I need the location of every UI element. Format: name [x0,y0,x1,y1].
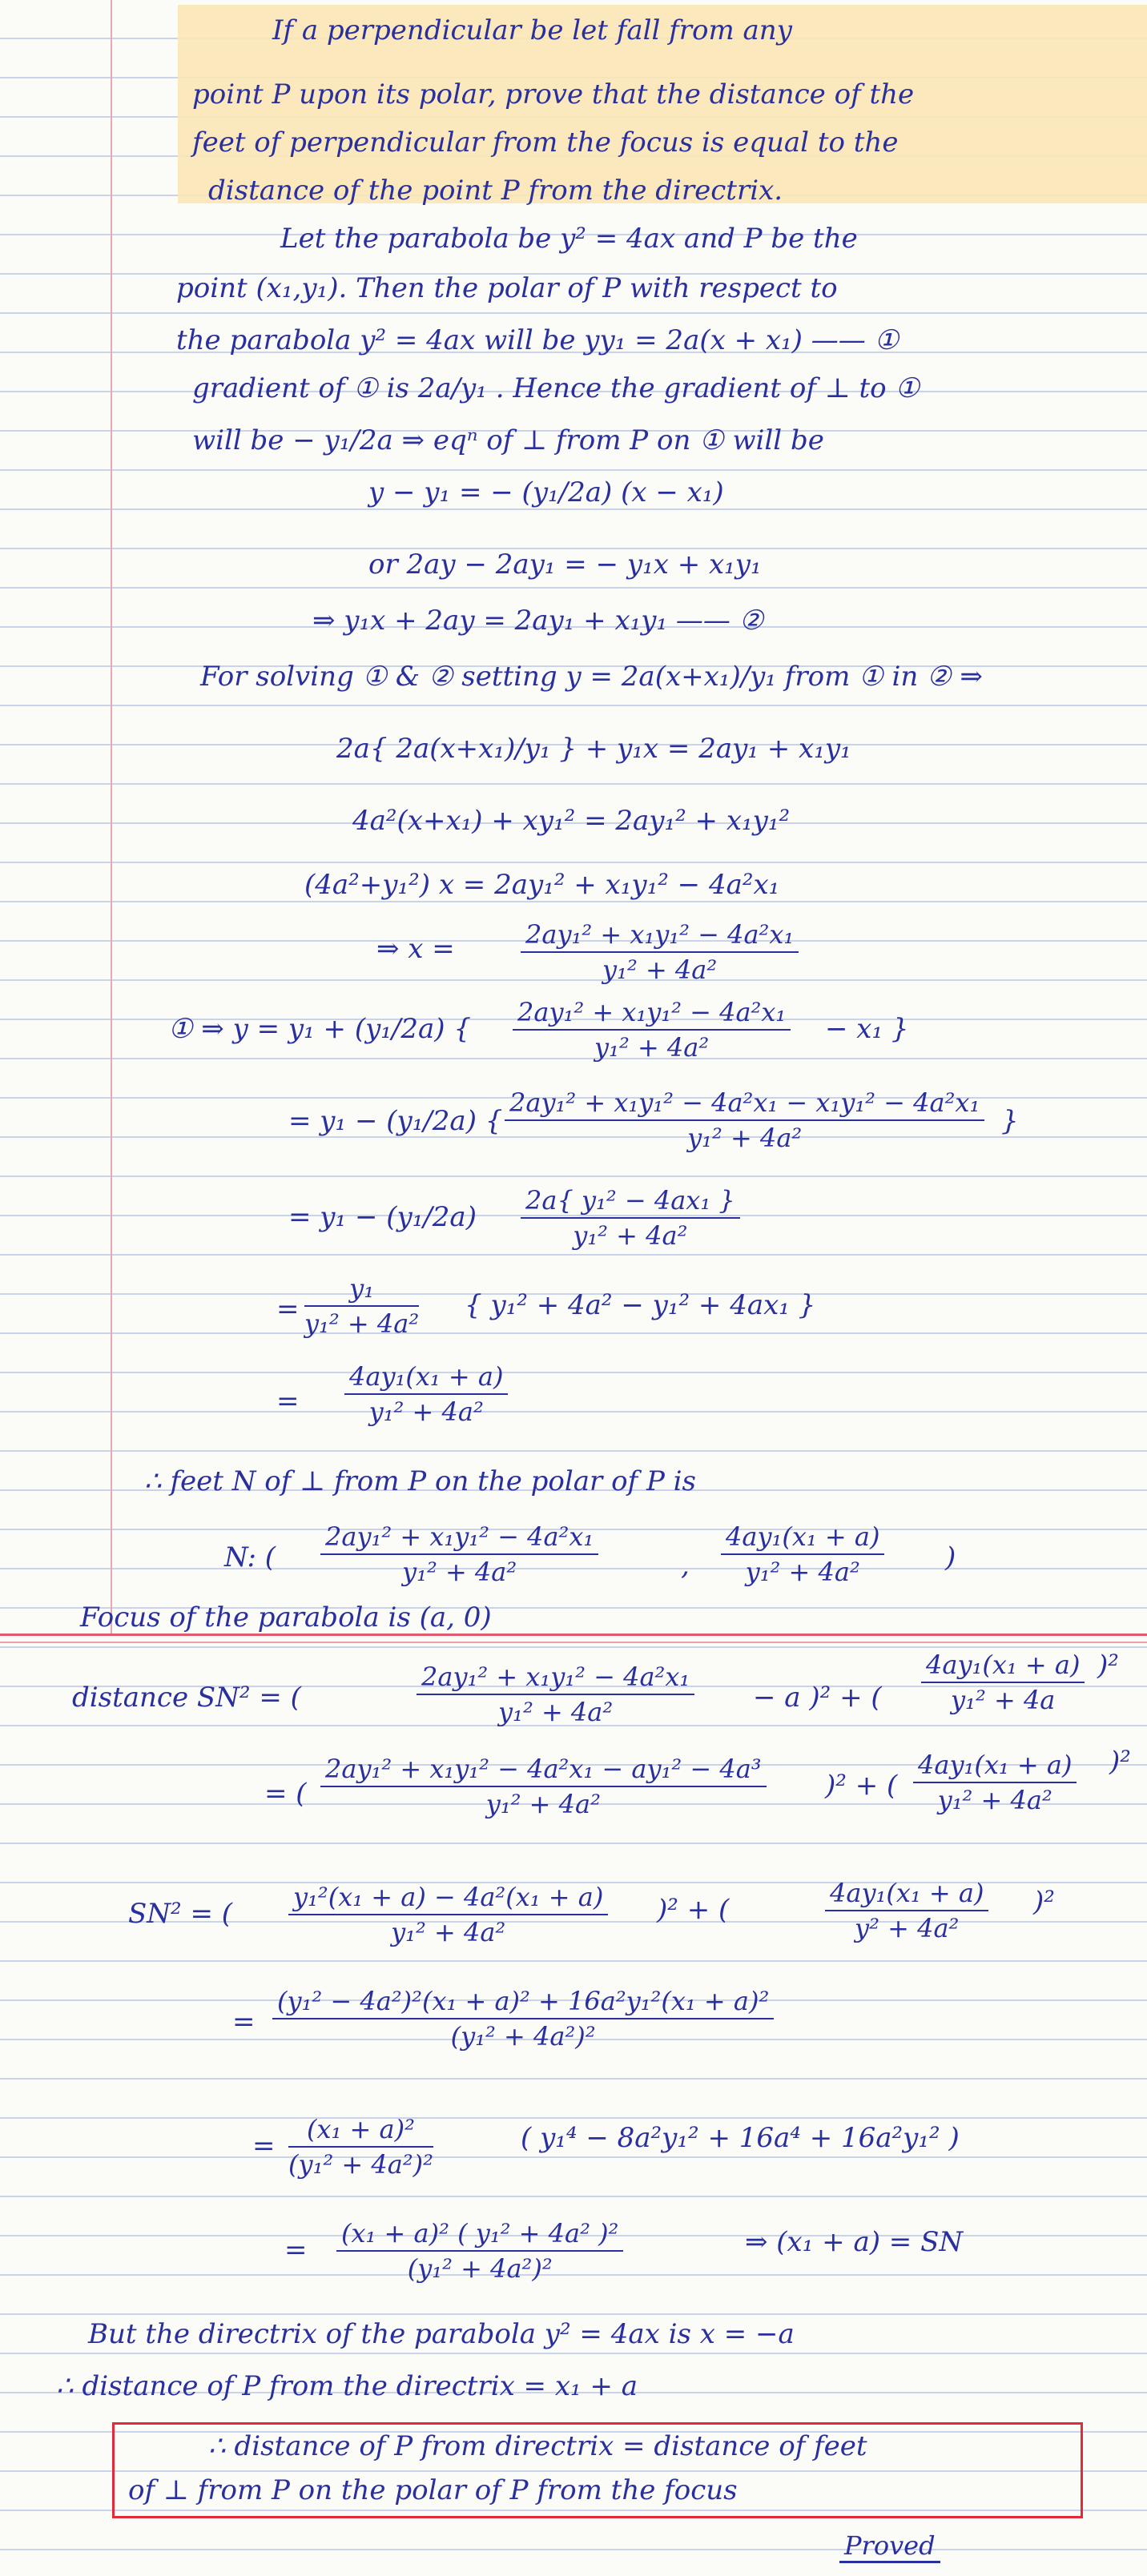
distance-eq-1-fraction-1 [417,1662,694,1727]
sn-eq-4-rhs: ( y₁⁴ − 8a²y₁² + 16a⁴ + 16a²y₁² ) [521,2122,960,2154]
fraction-numerator: 4ay₁(x₁ + a) [913,1750,1077,1783]
page-divider [0,1634,1147,1636]
fraction-denominator: y₁² + 4a² [687,1123,803,1153]
fraction-denominator: y² + 4a² [855,1913,960,1943]
equation-12-lhs: = [276,1385,300,1417]
fraction-numerator: (x₁ + a)² [288,2114,433,2148]
conclusion-line-2: of ⊥ from P on the polar of P from the focus [128,2474,738,2506]
fraction-denominator: y₁² + 4a² [573,1220,688,1251]
fraction-denominator: y₁² + 4a² [304,1308,420,1339]
directrix-line: But the directrix of the parabola y² = 4ax is x = −a [88,2318,795,2350]
sn-squared-mid: )² + ( [657,1894,730,1926]
fraction-denominator: y₁² + 4a² [498,1697,614,1727]
fraction-denominator: y₁² + 4a² [937,1785,1052,1815]
fraction-denominator: y₁² + 4a² [368,1397,484,1427]
equation-8-lhs: ① ⇒ y = y₁ + (y₁/2a) { [168,1013,472,1045]
distance-from-directrix-line: ∴ distance of P from the directrix = x₁ + a [56,2370,638,2402]
solution-line-1: Let the parabola be y² = 4ax and P be the [280,223,858,255]
fraction-numerator: 4ay₁(x₁ + a) [344,1361,508,1395]
point-n-x-fraction [320,1521,598,1587]
equation-11-lhs: = [276,1293,300,1325]
distance-eq-2-end: )² [1109,1746,1131,1778]
equation-11-fraction [304,1273,419,1339]
solution-line-2: point (x₁,y₁). Then the polar of P with respect to [176,272,838,304]
solution-line-3: the parabola y² = 4ax will be yy₁ = 2a(x + x₁) —— ① [176,324,899,356]
sn-squared-fraction-1 [288,1882,608,1947]
fraction-denominator: y₁² + 4a² [485,1789,601,1819]
fraction-numerator: (x₁ + a)² ( y₁² + 4a² )² [336,2218,623,2252]
problem-line-2: point P upon its polar, prove that the distance of the [192,78,915,111]
sn-squared-fraction-2 [825,1878,988,1943]
fraction-numerator: (y₁² − 4a²)²(x₁ + a)² + 16a²y₁²(x₁ + a)² [272,1986,774,2019]
point-n-close: ) [945,1541,956,1573]
equation-5: 4a²(x+x₁) + xy₁² = 2ay₁² + x₁y₁² [352,805,791,837]
distance-eq-1-mid: − a )² + ( [753,1682,882,1714]
point-n-comma: , [681,1549,690,1581]
conclusion-line-1: ∴ distance of P from directrix = distance of feet [208,2430,867,2462]
solution-line-5: will be − y₁/2a ⇒ eqⁿ of ⊥ from P on ① will be [192,424,824,456]
fraction-denominator: y₁² + 4a² [594,1032,710,1063]
sn-eq-5-rhs: ⇒ (x₁ + a) = SN [745,2226,964,2258]
distance-eq-2-fraction-2 [913,1750,1077,1815]
equation-4: 2a{ 2a(x+x₁)/y₁ } + y₁x = 2ay₁ + x₁y₁ [336,733,851,765]
fraction-denominator: (y₁² + 4a²)² [407,2253,553,2284]
problem-line-4: distance of the point P from the directrix. [208,175,783,207]
fraction-numerator: y₁ [304,1273,419,1307]
sn-eq-5-fraction [336,2218,623,2284]
equation-9-fraction [505,1087,984,1153]
point-n-label: N: ( [224,1541,276,1573]
sn-eq-3-lhs: = [232,2006,256,2038]
fraction-numerator: 4ay₁(x₁ + a) [921,1650,1085,1683]
fraction-denominator: y₁² + 4a² [402,1557,517,1587]
fraction-numerator: 2ay₁² + x₁y₁² − 4a²x₁ [521,919,799,953]
fraction-denominator: y₁² + 4a [951,1685,1056,1715]
sn-eq-5-lhs: = [284,2234,308,2266]
fraction-numerator: 2ay₁² + x₁y₁² − 4a²x₁ [513,997,791,1031]
equation-2: or 2ay − 2ay₁ = − y₁x + x₁y₁ [368,549,762,581]
distance-eq-2-fraction-1 [320,1754,767,1819]
equation-3: ⇒ y₁x + 2ay = 2ay₁ + x₁y₁ —— ② [312,605,764,637]
equation-8-fraction [513,997,791,1063]
problem-line-3: feet of perpendicular from the focus is equal to the [192,127,899,159]
fraction-denominator: y₁² + 4a² [602,954,718,985]
page-divider-secondary [0,1642,1147,1643]
distance-eq-2-lhs: = ( [264,1778,307,1810]
sn-eq-4-fraction [288,2114,433,2180]
fraction-numerator: 2ay₁² + x₁y₁² − 4a²x₁ − ay₁² − 4a³ [320,1754,767,1787]
proved-stamp: Proved [839,2530,940,2563]
sn-squared-end: )² [1033,1886,1055,1918]
fraction-numerator: 2ay₁² + x₁y₁² − 4a²x₁ [320,1521,598,1555]
solution-line-6: For solving ① & ② setting y = 2a(x+x₁)/y₁ from ① in ② ⇒ [200,661,983,693]
distance-eq-1-end: )² [1097,1650,1119,1682]
fraction-numerator: 2ay₁² + x₁y₁² − 4a²x₁ [417,1662,694,1695]
equation-12-fraction [344,1361,508,1427]
equation-1: y − y₁ = − (y₁/2a) (x − x₁) [368,476,724,508]
fraction-denominator: y₁² + 4a² [391,1917,506,1947]
equation-7-lhs: ⇒ x = [376,933,455,965]
sn-squared-lhs: SN² = ( [128,1898,233,1930]
fraction-numerator: 4ay₁(x₁ + a) [825,1878,988,1911]
equation-11-rhs: { y₁² + 4a² − y₁² + 4ax₁ } [465,1289,816,1321]
distance-eq-1-lhs: distance SN² = ( [72,1682,301,1714]
fraction-denominator: y₁² + 4a² [745,1557,860,1587]
margin-line [111,0,112,1634]
focus-line: Focus of the parabola is (a, 0) [80,1601,492,1634]
solution-line-7: ∴ feet N of ⊥ from P on the polar of P is [144,1465,696,1497]
equation-10-fraction [521,1185,740,1251]
fraction-numerator: 2ay₁² + x₁y₁² − 4a²x₁ − x₁y₁² − 4a²x₁ [505,1087,984,1121]
sn-eq-3-fraction [272,1986,774,2052]
equation-9-lhs: = y₁ − (y₁/2a) { [288,1105,503,1137]
problem-line-1: If a perpendicular be let fall from any [272,14,792,46]
fraction-numerator: 4ay₁(x₁ + a) [721,1521,884,1555]
fraction-denominator: (y₁² + 4a²)² [450,2021,596,2052]
distance-eq-2-mid: )² + ( [825,1770,898,1802]
equation-7-fraction [521,919,799,985]
equation-6: (4a²+y₁²) x = 2ay₁² + x₁y₁² − 4a²x₁ [304,869,780,901]
equation-10-lhs: = y₁ − (y₁/2a) [288,1201,477,1233]
point-n-y-fraction [721,1521,884,1587]
sn-eq-4-lhs: = [252,2130,276,2162]
equation-8-rhs: − x₁ } [825,1013,909,1045]
equation-9-rhs: } [1001,1105,1019,1137]
fraction-denominator: (y₁² + 4a²)² [288,2149,433,2180]
distance-eq-1-fraction-2 [921,1650,1085,1715]
solution-line-4: gradient of ① is 2a/y₁ . Hence the gradient of ⊥ to ① [192,372,920,404]
fraction-numerator: y₁²(x₁ + a) − 4a²(x₁ + a) [288,1882,608,1915]
fraction-numerator: 2a{ y₁² − 4ax₁ } [521,1185,740,1219]
